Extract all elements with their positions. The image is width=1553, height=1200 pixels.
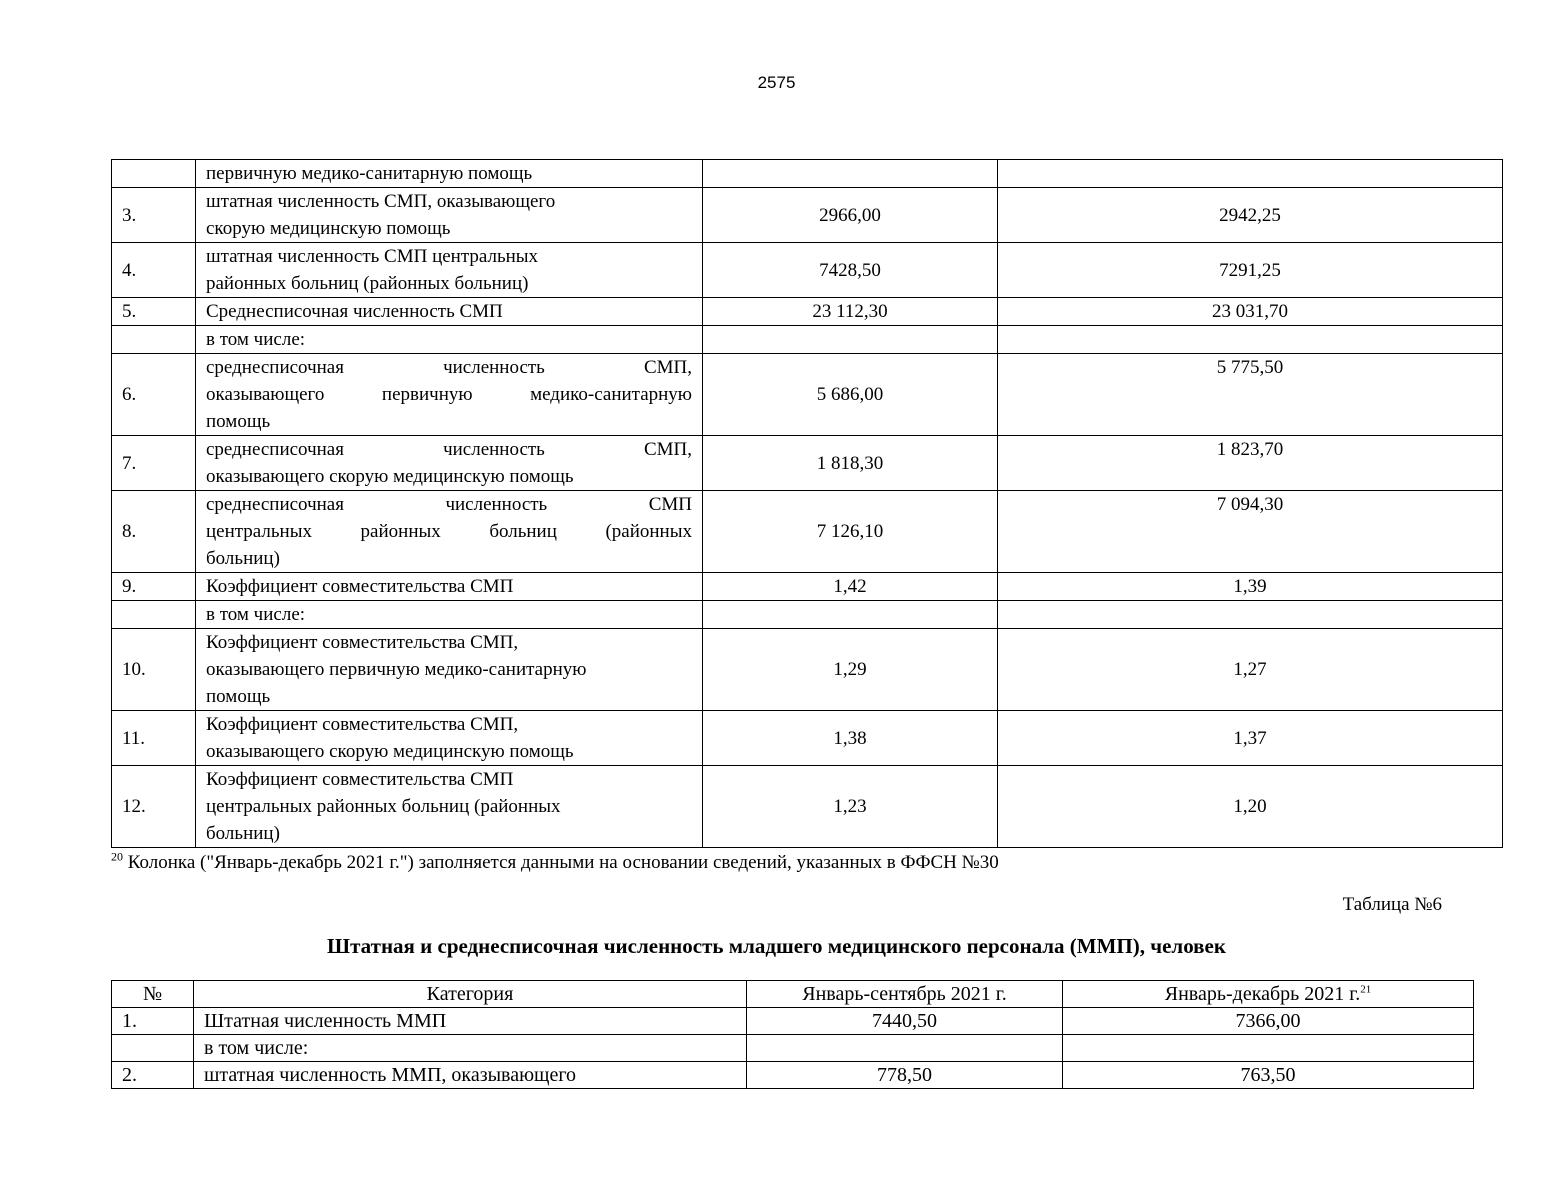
row-category: [196, 160, 703, 188]
category-line: Коэффициент совместительства СМП: [206, 576, 514, 597]
word: среднесписочная: [206, 439, 344, 460]
row-number: 12.: [112, 766, 196, 848]
table-row: [112, 601, 1503, 629]
word: медико-санитарную: [530, 384, 692, 405]
category-line: [206, 354, 692, 381]
value-jan-sep: 7428,50: [703, 243, 998, 298]
row-category: [196, 573, 703, 601]
staffing-table-mmp: [111, 980, 1474, 1089]
value-jan-dec: [998, 160, 1503, 188]
row-category: [196, 243, 703, 298]
category-line: больниц): [206, 823, 280, 844]
category-line: Коэффициент совместительства СМП: [206, 769, 514, 790]
value-jan-dec: [998, 601, 1503, 629]
table-row: [112, 326, 1503, 354]
row-number: 1.: [112, 1008, 194, 1035]
row-category: Штатная численность ММП: [194, 1008, 747, 1035]
category-line: скорую медицинскую помощь: [206, 218, 451, 239]
category-line: [206, 436, 692, 463]
word: СМП: [648, 494, 692, 515]
value-jan-dec: 7291,25: [998, 243, 1503, 298]
row-number: 10.: [112, 629, 196, 711]
table-label: Таблица №6: [1342, 894, 1442, 915]
header-col2: [1063, 981, 1474, 1008]
table-row: [112, 711, 1503, 766]
footnote-marker: 20: [111, 849, 123, 864]
value-jan-sep: 778,50: [747, 1062, 1063, 1089]
table-row: [112, 629, 1503, 711]
table-header-row: [112, 981, 1474, 1008]
row-number: 11.: [112, 711, 196, 766]
header-num: №: [112, 981, 194, 1008]
category-line: первичную медико-санитарную помощь: [206, 163, 533, 184]
value-jan-sep: 1,42: [703, 573, 998, 601]
row-category: [196, 326, 703, 354]
value-jan-sep: [747, 1035, 1063, 1062]
value-jan-dec: 1,20: [998, 766, 1503, 848]
value-jan-sep: 7440,50: [747, 1008, 1063, 1035]
category-line: штатная численность СМП, оказывающего: [206, 191, 556, 212]
category-line: штатная численность СМП центральных: [206, 246, 539, 267]
table-row: [112, 766, 1503, 848]
row-number: 4.: [112, 243, 196, 298]
table-row: [112, 491, 1503, 573]
word: численность: [443, 439, 545, 460]
word: СМП,: [643, 357, 692, 378]
table-row: [112, 354, 1503, 436]
table-title: Штатная и среднесписочная численность младшего медицинского персонала (ММП), человек: [327, 934, 1226, 958]
page-number: 2575: [757, 73, 796, 92]
value-jan-sep: 1 818,30: [703, 436, 998, 491]
value-jan-dec: 1,27: [998, 629, 1503, 711]
value-jan-sep: 2966,00: [703, 188, 998, 243]
value-jan-sep: 1,29: [703, 629, 998, 711]
category-line: в том числе:: [206, 329, 306, 350]
value-jan-dec: [998, 326, 1503, 354]
value-jan-dec: 7366,00: [1063, 1008, 1474, 1035]
row-number: [112, 326, 196, 354]
value-jan-dec: 5 775,50: [998, 354, 1503, 436]
row-number: 3.: [112, 188, 196, 243]
value-jan-dec: 1,39: [998, 573, 1503, 601]
row-number: 2.: [112, 1062, 194, 1089]
table-row: [112, 188, 1503, 243]
category-line: Коэффициент совместительства СМП,: [206, 714, 519, 735]
row-number: [112, 160, 196, 188]
category-line: центральных районных больниц (районных: [206, 796, 561, 817]
word: оказывающего: [206, 384, 325, 405]
row-category: [196, 354, 703, 436]
value-jan-sep: 23 112,30: [703, 298, 998, 326]
word: (районных: [605, 521, 692, 542]
row-number: [112, 601, 196, 629]
value-jan-dec: 763,50: [1063, 1062, 1474, 1089]
value-jan-dec: 1,37: [998, 711, 1503, 766]
footnote: [111, 849, 999, 874]
row-category: штатная численность ММП, оказывающего: [194, 1062, 747, 1089]
row-number: 5.: [112, 298, 196, 326]
word: среднесписочная: [206, 357, 344, 378]
category-line: оказывающего первичную медико-санитарную: [206, 659, 587, 680]
value-jan-dec: [1063, 1035, 1474, 1062]
row-number: 8.: [112, 491, 196, 573]
word: среднесписочная: [206, 494, 344, 515]
word: центральных: [206, 521, 312, 542]
row-number: 7.: [112, 436, 196, 491]
row-category: [196, 298, 703, 326]
table-row: [112, 1035, 1474, 1062]
value-jan-sep: 1,38: [703, 711, 998, 766]
header-col2-text: Январь-декабрь 2021 г.: [1164, 983, 1361, 1005]
word: больниц: [489, 521, 557, 542]
header-category: Категория: [194, 981, 747, 1008]
footnote-text: Колонка ("Январь-декабрь 2021 г.") заполняется данными на основании сведений, указанных в ФФСН №30: [127, 852, 999, 873]
staffing-table-smp: [111, 159, 1503, 848]
table-row: [112, 160, 1503, 188]
category-line: [206, 518, 692, 545]
table-row: [112, 243, 1503, 298]
row-category: в том числе:: [194, 1035, 747, 1062]
value-jan-sep: 7 126,10: [703, 491, 998, 573]
value-jan-sep: [703, 160, 998, 188]
value-jan-dec: 2942,25: [998, 188, 1503, 243]
table-row: [112, 436, 1503, 491]
row-category: [196, 491, 703, 573]
row-category: [196, 766, 703, 848]
table-row: [112, 298, 1503, 326]
category-line: больниц): [206, 548, 280, 569]
row-category: [196, 601, 703, 629]
category-line: районных больниц (районных больниц): [206, 273, 529, 294]
value-jan-sep: 1,23: [703, 766, 998, 848]
row-category: [196, 711, 703, 766]
table-row: [112, 1008, 1474, 1035]
word: СМП,: [643, 439, 692, 460]
category-line: [206, 491, 692, 518]
category-line: помощь: [206, 411, 271, 432]
row-category: [196, 188, 703, 243]
value-jan-sep: [703, 601, 998, 629]
row-number: 6.: [112, 354, 196, 436]
category-line: оказывающего скорую медицинскую помощь: [206, 466, 574, 487]
category-line: помощь: [206, 686, 271, 707]
row-category: [196, 629, 703, 711]
category-line: оказывающего скорую медицинскую помощь: [206, 741, 574, 762]
category-line: [206, 381, 692, 408]
word: районных: [360, 521, 441, 542]
row-number: [112, 1035, 194, 1062]
header-col2-footnote-marker: 21: [1360, 983, 1372, 996]
header-col1: Январь-сентябрь 2021 г.: [747, 981, 1063, 1008]
category-line: в том числе:: [206, 604, 306, 625]
category-line: Среднесписочная численность СМП: [206, 301, 503, 322]
value-jan-dec: 1 823,70: [998, 436, 1503, 491]
row-category: [196, 436, 703, 491]
value-jan-sep: 5 686,00: [703, 354, 998, 436]
value-jan-sep: [703, 326, 998, 354]
value-jan-dec: 23 031,70: [998, 298, 1503, 326]
word: численность: [443, 357, 545, 378]
word: первичную: [381, 384, 473, 405]
table-row: [112, 1062, 1474, 1089]
row-number: 9.: [112, 573, 196, 601]
category-line: Коэффициент совместительства СМП,: [206, 632, 519, 653]
table-row: [112, 573, 1503, 601]
word: численность: [445, 494, 548, 515]
value-jan-dec: 7 094,30: [998, 491, 1503, 573]
